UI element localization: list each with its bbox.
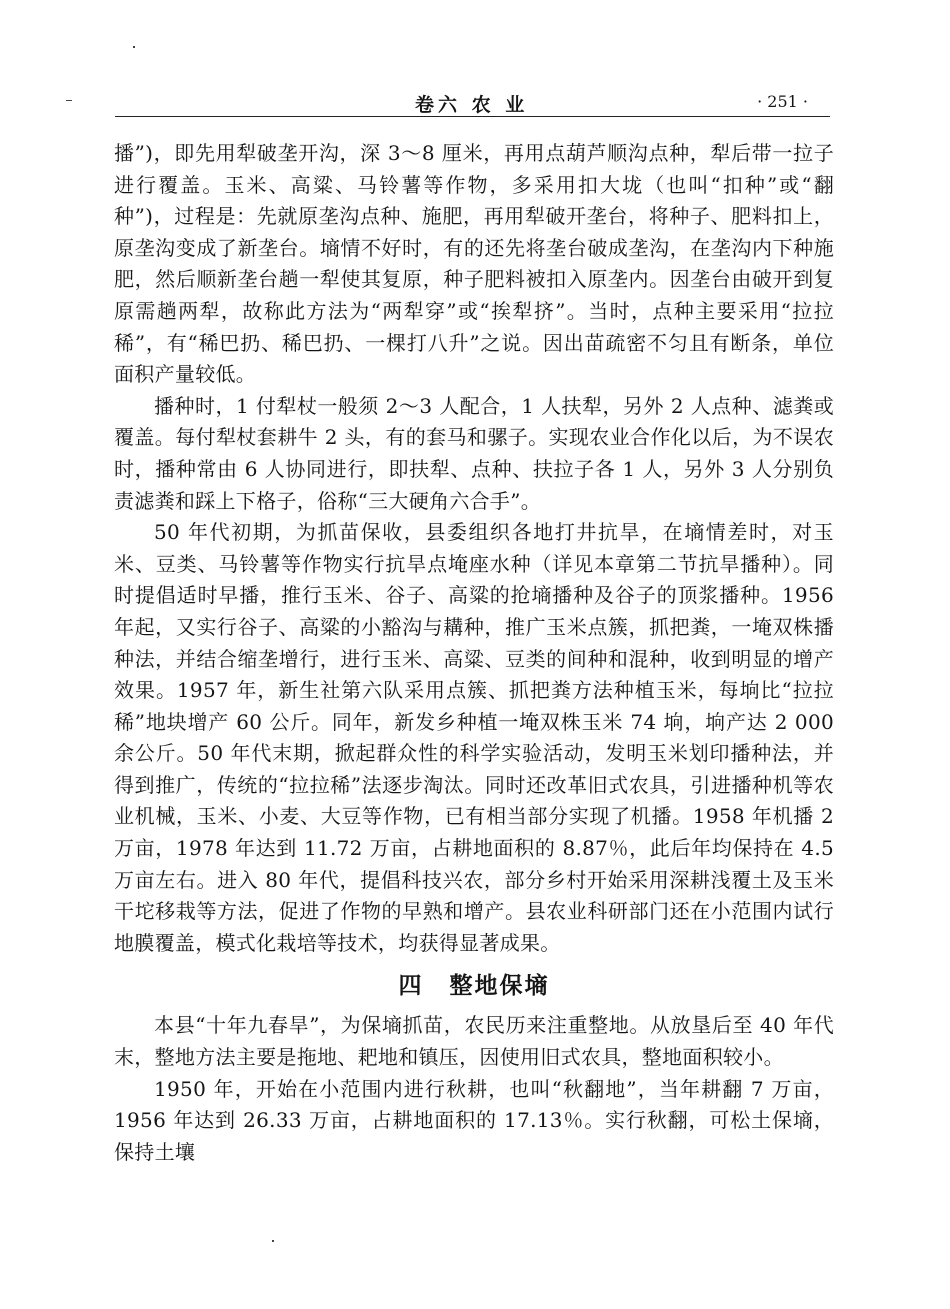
- page-number: · 251 ·: [757, 92, 808, 111]
- scan-speck: [66, 100, 72, 101]
- scan-speck: [272, 1240, 274, 1242]
- scan-speck: [133, 46, 135, 48]
- paragraph-land-prep: 本县“十年九春旱”，为保墒抓苗，农民历来注重整地。从放垦后至 40 年代末，整地方法主要是拖地、耙地和镇压，因使用旧式农具，整地面积较小。: [114, 1013, 834, 1070]
- paragraph-1950s-sowing: 50 年代初期，为抓苗保收，县委组织各地打井抗旱，在墒情差时，对玉米、豆类、马铃薯等作物实行抗旱点埯座水种（详见本章第二节抗旱播种）。同时提倡适时早播，推行玉米、谷子、高粱的抢墒播种及谷子的顶浆播种。1956 年起，又实行谷子、高粱的小豁沟与耩种，推广玉米点簇，抓把粪，一埯双株播种法，并结合缩垄增行，进行玉米、高粱、豆类的间种和混种，收到明显的增产效果。1957 年，新生社第六队采用点簇、抓把粪方法种植玉米，每垧比“拉拉稀”地块增产 60 公斤。同年，新发乡种植一埯双株玉米 74 垧，垧产达 2 000 余公斤。50 年代末期，掀起群众性的科学实验活动，发明玉米划印播种法，并得到推广，传统的“拉拉稀”法逐步淘汰。同时还改革旧式农具，引进播种机等农业机械，玉米、小麦、大豆等作物，已有相当部分实现了机播。1958 年机播 2 万亩，1978 年达到 11.72 万亩，占耕地面积的 8.87％，此后年均保持在 4.5 万亩左右。进入 80 年代，提倡科技兴农，部分乡村开始采用深耕浅覆土及玉米干坨移栽等方法，促进了作物的早熟和增产。县农业科研部门还在小范围内试行地膜覆盖，模式化栽培等技术，均获得显著成果。: [114, 520, 834, 955]
- running-header: [115, 90, 830, 117]
- paragraph-autumn-plowing: 1950 年，开始在小范围内进行秋耕，也叫“秋翻地”，当年耕翻 7 万亩，1956 年达到 26.33 万亩，占耕地面积的 17.13％。实行秋翻，可松土保墒，保持土壤: [114, 1076, 834, 1164]
- page-body: [114, 138, 834, 1168]
- section-title-text: 整地保墒: [449, 973, 550, 1000]
- chapter-title: 卷六 农 业: [415, 94, 529, 116]
- paragraph-sowing-labor: 播种时，1 付犁杖一般须 2～3 人配合，1 人扶犁，另外 2 人点种、滤粪或覆盖。每付犁杖套耕牛 2 头，有的套马和骡子。实现农业合作化以后，为不误农时，播种常由 6 人协同进行，即扶犁、点种、扶拉子各 1 人，另外 3 人分别负责滤粪和踩上下格子，俗称“三大硬角六合手”。: [114, 393, 834, 513]
- paragraph-continuation: 播”)，即先用犁破垄开沟，深 3～8 厘米，再用点葫芦顺沟点种，犁后带一拉子进行覆盖。玉米、高粱、马铃薯等作物，多采用扣大垅（也叫“扣种”或“翻种”)，过程是：先就原垄沟点种、施肥，再用犁破开垄台，将种子、肥料扣上，原垄沟变成了新垄台。墒情不好时，有的还先将垄台破成垄沟，在垄沟内下种施肥，然后顺新垄台趟一犁使其复原，种子肥料被扣入原垄内。因垄台由破开到复原需趟两犁，故称此方法为“两犁穿”或“挨犁挤”。当时，点种主要采用“拉拉稀”，有“稀巴扔、稀巴扔、一棵打八升”之说。因出苗疏密不匀且有断条，单位面积产量较低。: [114, 141, 834, 387]
- section-heading: [114, 967, 834, 1000]
- section-number: 四: [398, 973, 424, 1000]
